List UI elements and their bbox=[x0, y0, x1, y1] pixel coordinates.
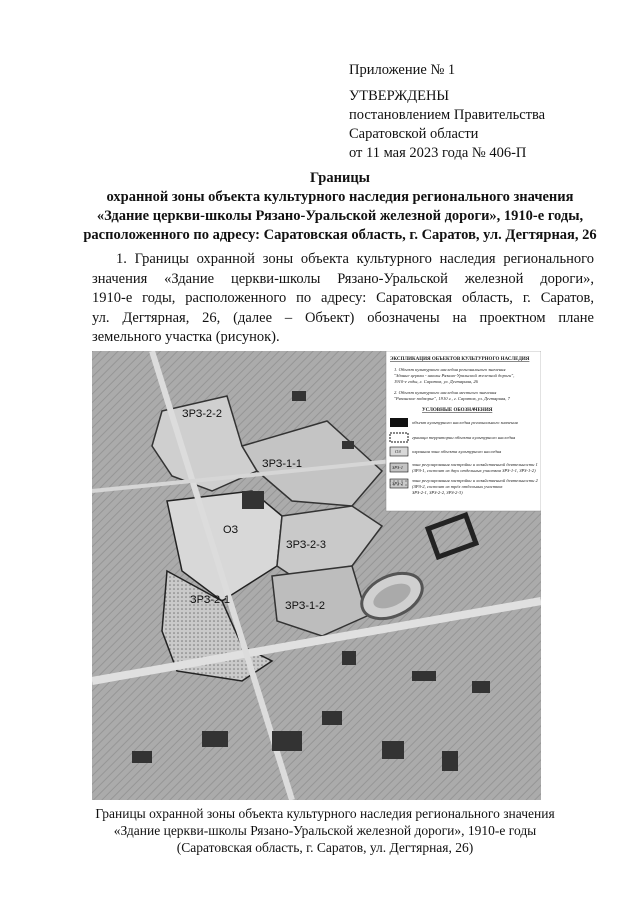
approved-label: УТВЕРЖДЕНЫ bbox=[349, 88, 450, 104]
swatch-heritage-object bbox=[390, 418, 408, 427]
label-oz: ОЗ bbox=[223, 524, 239, 536]
label-zrz-2-1: ЗРЗ-2-1 bbox=[190, 594, 230, 606]
body-paragraph bbox=[92, 250, 594, 348]
swatch-zrz2-mark: ЗРЗ-2 bbox=[392, 481, 404, 486]
legend-heading: ЭКСПЛИКАЦИЯ ОБЪЕКТОВ КУЛЬТУРНОГО НАСЛЕДИЯ bbox=[390, 357, 530, 362]
label-zrz-2-2: ЗРЗ-2-2 bbox=[182, 408, 222, 420]
legend-conv4-b: (ЗРЗ-1, состоит из двух отдельных участков ЗРЗ-1-1, ЗРЗ-1-2) bbox=[412, 468, 536, 473]
paragraph-line-5: земельного участка (рисунок). bbox=[92, 329, 280, 345]
document-title-3: «Здание церкви-школы Рязано-Уральской железной дороги», 1910-е годы, bbox=[96, 208, 584, 224]
legend-item1-b: "Здание церкви - школы Рязано-Уральской железной дороги", bbox=[394, 373, 515, 378]
legend-conv5-c: ЗРЗ-2-1, ЗРЗ-2-2, ЗРЗ-2-3) bbox=[412, 490, 463, 495]
appendix-number: Приложение № 1 bbox=[349, 62, 456, 78]
figure-caption-1: Границы охранной зоны объекта культурного наследия регионального значения bbox=[95, 806, 555, 821]
figure-caption-2: «Здание церкви-школы Рязано-Уральской железной дороги», 1910-е годы bbox=[113, 823, 537, 838]
legend-item2-a: 2. Объект культурного наследия местного значения bbox=[394, 390, 497, 395]
decree-line-1: постановлением Правительства bbox=[349, 107, 546, 123]
decree-line-2: Саратовской области bbox=[349, 126, 479, 142]
legend-conv2: граница территории объекта культурного наследия bbox=[412, 435, 516, 440]
legend-conv5-b: (ЗРЗ-2, состоит из трёх отдельных участков bbox=[412, 484, 503, 489]
paragraph-line-1: 1. Границы охранной зоны объекта культурного наследия регионального bbox=[116, 251, 594, 267]
legend-conv4-a: зона регулирования застройки и хозяйственной деятельности 1 bbox=[412, 462, 538, 467]
swatch-zrz1-mark: ЗРЗ-1 bbox=[392, 465, 404, 470]
legend-conv1: объект культурного наследия регионального значения bbox=[412, 420, 518, 425]
paragraph-line-3: 1910-е годы, расположенного по адресу: Саратовская область, г. Саратов, bbox=[92, 290, 594, 306]
legend-item1-c: 1910-е годы, г. Саратов, ул. Дегтярная, 26 bbox=[394, 379, 478, 384]
legend-item2-b: "Рязанское подворье", 1910 г., г. Саратов, ул. Дегтярная, 7 bbox=[394, 396, 510, 401]
label-zrz-2-3: ЗРЗ-2-3 bbox=[286, 539, 326, 551]
legend-conv3: охранная зона объекта культурного наследия bbox=[412, 449, 502, 454]
legend-conventions: УСЛОВНЫЕ ОБОЗНАЧЕНИЯ bbox=[422, 408, 493, 413]
swatch-territory-border bbox=[390, 433, 408, 442]
legend-item1-a: 1. Объект культурного наследия регионального значения bbox=[394, 367, 506, 372]
figure-caption-3: (Саратовская область, г. Саратов, ул. Дегтярная, 26) bbox=[176, 840, 474, 855]
document-title-1: Границы bbox=[309, 170, 370, 186]
label-zrz-1-2: ЗРЗ-1-2 bbox=[285, 600, 325, 612]
document-title-2: охранной зоны объекта культурного наследия регионального значения bbox=[106, 189, 574, 205]
paragraph-line-2: значения «Здание церкви-школы Рязано-Уральской железной дороги», bbox=[92, 270, 594, 287]
legend-conv5-a: зона регулирования застройки и хозяйственной деятельности 2 bbox=[412, 478, 538, 483]
paragraph-line-4: ул. Дегтярная, 26, (далее – Объект) обозначены на проектном плане bbox=[92, 309, 594, 326]
protection-zone-map bbox=[92, 351, 541, 800]
decree-line-3: от 11 мая 2023 года № 406-П bbox=[349, 145, 527, 161]
document-title-4: расположенного по адресу: Саратовская область, г. Саратов, ул. Дегтярная, 26 bbox=[83, 227, 597, 243]
swatch-oz-mark: ОЗ bbox=[395, 449, 401, 454]
label-zrz-1-1: ЗРЗ-1-1 bbox=[262, 458, 302, 470]
map-legend bbox=[386, 351, 541, 511]
